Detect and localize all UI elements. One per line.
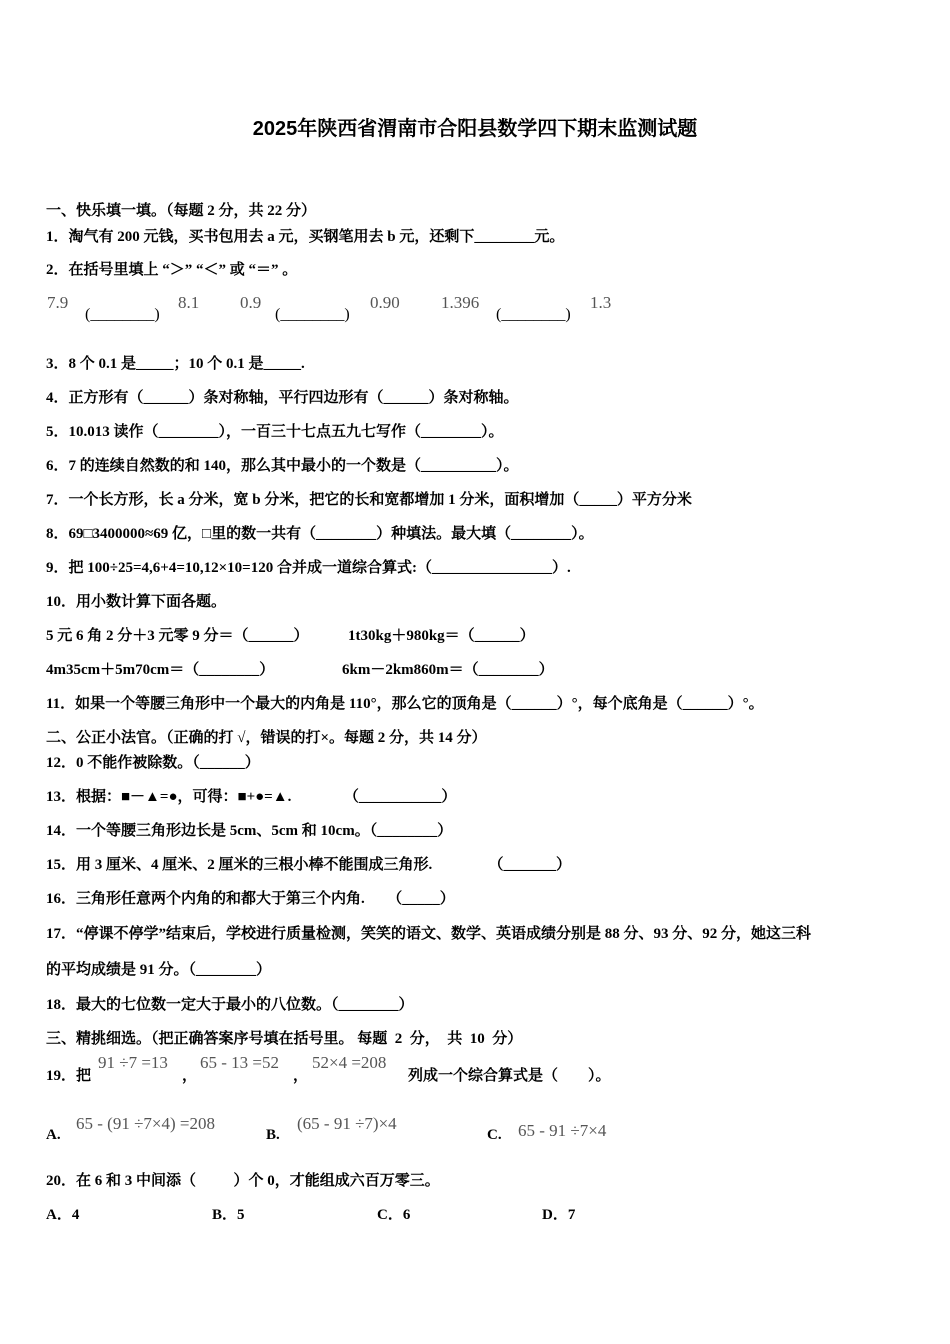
page-title: 2025年陕西省渭南市合阳县数学四下期末监测试题 [252,118,698,140]
answer-blank[interactable]: (________) [85,306,160,323]
question-3: 3．8 个 0.1 是_____；10 个 0.1 是_____. [46,356,305,372]
comma: ， [293,1068,309,1084]
question-18: 18．最大的七位数一定大于最小的八位数。（________） [46,997,414,1013]
question-14: 14．一个等腰三角形边长是 5cm、5cm 和 10cm。（________） [46,823,453,839]
section-3-heading: 三、精挑细选。（把正确答案序号填在括号里。 每题 2 分， 共 10 分） [46,1031,523,1047]
question-12: 12．0 不能作被除数。（______） [46,755,260,771]
q10-item-2: 1t30kg＋980kg＝（______） [348,628,535,644]
question-20: 20．在 6 和 3 中间添（ ）个 0，才能组成六百万零三。 [46,1173,440,1189]
question-17-cont: 的平均成绩是 91 分。（________） [46,962,272,978]
comma: ， [182,1068,198,1084]
question-5: 5．10.013 读作（________），一百三十七点五九七写作（________）。 [46,424,504,440]
q20-option-b[interactable]: B．5 [212,1207,245,1223]
q20-option-d[interactable]: D．7 [542,1207,576,1223]
answer-blank[interactable]: (________) [275,306,350,323]
equation: 65 - 13 =52 [200,1053,279,1072]
question-11: 11．如果一个等腰三角形中一个最大的内角是 110°，那么它的顶角是（______）°，每个底角是（______）°。 [46,696,764,712]
question-9: 9．把 100÷25=4,6+4=10,12×10=120 合并成一道综合算式:（________________）. [46,560,571,576]
q20-option-a[interactable]: A．4 [46,1207,80,1223]
equation: 52×4 =208 [312,1053,387,1072]
q10-item-4: 6km－2km860m＝（________） [342,662,554,678]
q10-item-1: 5 元 6 角 2 分＋3 元零 9 分＝（______） [46,628,309,644]
q10-item-3: 4m35cm＋5m70cm＝（________） [46,662,275,678]
question-15: 15．用 3 厘米、4 厘米、2 厘米的三根小棒不能围成三角形. （_______） [46,857,572,873]
answer-blank[interactable]: (________) [496,306,571,323]
question-16: 16．三角形任意两个内角的和都大于第三个内角. （_____） [46,891,455,907]
question-1: 1．淘气有 200 元钱，买书包用去 a 元，买钢笔用去 b 元，还剩下________元。 [46,229,565,245]
section-1-heading: 一、快乐填一填。（每题 2 分，共 22 分） [46,203,317,219]
question-8: 8．69□3400000≈69 亿，□里的数一共有（________）种填法。最大填（________）。 [46,526,594,542]
question-13: 13．根据：■－▲=●，可得：■+●=▲. （___________） [46,789,457,805]
equation: 91 ÷7 =13 [98,1053,168,1072]
question-17: 17．“停课不停学”结束后，学校进行质量检测，笑笑的语文、数学、英语成绩分别是 88 分、93 分、92 分，她这三科 [46,926,812,942]
section-2-heading: 二、公正小法官。（正确的打 √，错误的打×。每题 2 分，共 14 分） [46,730,487,746]
q20-option-c[interactable]: C．6 [377,1207,411,1223]
question-4: 4．正方形有（______）条对称轴，平行四边形有（______）条对称轴。 [46,390,519,406]
question-2: 2．在括号里填上 “＞” “＜” 或 “＝” 。 [46,262,298,278]
question-6: 6．7 的连续自然数的和 140，那么其中最小的一个数是（__________）。 [46,458,519,474]
exam-page: 2025年陕西省渭南市合阳县数学四下期末监测试题 一、快乐填一填。（每题 2 分，共 22 分） 1．淘气有 200 元钱，买书包用去 a 元，买钢笔用去 b 元，还剩下________元。 2．在括号里填上 “＞” “＜” 或 “＝” 。 7.9 (________) 8.1 0.9 (________) 0.90 1.396 (________) 1.3 3．8 个 0.1 是_____；10 个 0.1 是_____. 4．正方形有（______）条对称轴，平行四边形有（______）条对称轴。 5．10.013 读作（________），一百三十七点五九七写作（________）。 6．7 的连续自然数的和 140，那么其中最小的一个数是（__________）。 7．一个长方形，长 a 分米，宽 b 分米，把它的长和宽都增加 1 分米，面积增加（_____）平方分米 8．69□3400000≈69 亿，□里的数一共有（________）种填法。最大填（________）。 9．把 100÷25=4,6+4=10,12×10=120 合并成一道综合算式:（________________）. 10．用小数计算下面各题。 5 元 6 角 2 分＋3 元零 9 分＝（______） 1t30kg＋980kg＝（______） 4m35cm＋5m70cm＝（________） 6km－2km860m＝（________） 11．如果一个等腰三角形中一个最大的内角是 110°，那么它的顶角是（______）°，每个底角是（______）°。 二、公正小法官。（正确的打 √，错误的打×。每题 2 分，共 14 分） 12．0 不能作被除数。（______） 13．根据：■－▲=●，可得：■+●=▲. （___________） 14．一个等腰三角形边长是 5cm、5cm 和 10cm。（________） 15．用 3 厘米、4 厘米、2 厘米的三根小棒不能围成三角形. （_______） 16．三角形任意两个内角的和都大于第三个内角. （_____） 17．“停课不停学”结束后，学校进行质量检测，笑笑的语文、数学、英语成绩分别是 88 分、93 分、92 分，她这三科 的平均成绩是 91 分。（________） 18．最大的七位数一定大于最小的八位数。（________） 三、精挑细选。（把正确答案序号填在括号里。 每题 2 分， 共 10 分） 19．把 91 ÷7 =13 ， 65 - 13 =52 ， 52×4 =208 列成一个综合算式是（ ）。 A. 65 - (91 ÷7×4) =208 B. (65 - 91 ÷7)×4 C. 65 - 91 ÷7×4 20．在 6 和 3 中间添（ ）个 0，才能组成六百万零三。 A．4 B．5 C．6 D．7 [0,0,950,1344]
question-10: 10．用小数计算下面各题。 [46,594,227,610]
question-7: 7．一个长方形，长 a 分米，宽 b 分米，把它的长和宽都增加 1 分米，面积增加（_____）平方分米 [46,492,692,508]
